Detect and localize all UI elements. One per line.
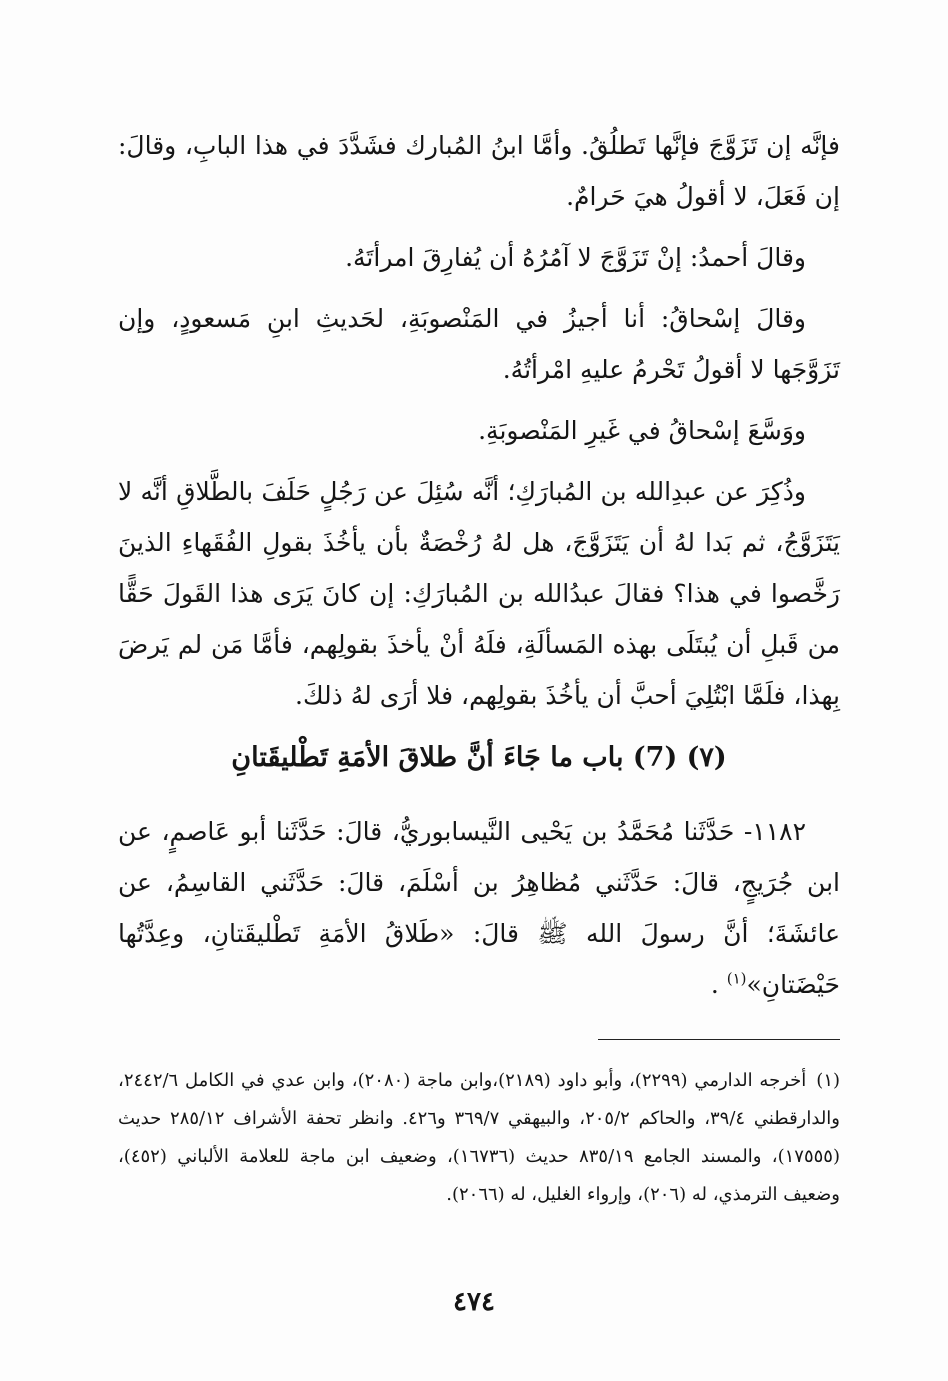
footnote-reference[interactable]: (١): [726, 969, 747, 988]
paragraph-3: وقالَ إسْحاقُ: أنا أجيزُ في المَنْصوبَةِ، لحَديثِ ابنِ مَسعودٍ، وإن تَزَوَّجَها لا أقولُ تَحْرمُ عليهِ امْرأتُهُ.: [118, 304, 840, 384]
chapter-heading: (٧) (7) باب ما جَاءَ أنَّ طلاقَ الأمَةِ تَطْليقَتانِ: [231, 742, 727, 773]
footnote-text: أخرجه الدارمي (٢٢٩٩)، وأبو داود (٢١٨٩)،وابن ماجة (٢٠٨٠)، وابن عدي في الكامل ٢٤٤٢/٦، والدارقطني ٣٩/٤، والحاكم ٢٠٥/٢، والبيهقي ٣٦٩/٧ و٤٢٦. وانظر تحفة الأشراف ٢٨٥/١٢ حديث (١٧٥٥٥)، والمسند الجامع ٨٣٥/١٩ حديث (١٦٧٣٦)، وضعيف ابن ماجة للعلامة الألباني (٤٥٢)، وضعيف الترمذي، له (٢٠٦)، وإرواء الغليل، له (٢٠٦٦).: [118, 1070, 840, 1205]
paragraph-2: وقالَ أحمدُ: إنْ تَزَوَّجَ لا آمُرُهُ أن يُفارِقَ امرأتَهُ.: [345, 243, 806, 272]
page-number: ٤٧٤: [453, 1287, 495, 1317]
footnote-divider: [598, 1039, 840, 1040]
paragraph-4: ووَسَّعَ إسْحاقُ في غَيرِ المَنْصوبَةِ.: [478, 416, 806, 445]
hadith-tail: .: [710, 970, 727, 999]
footnote-1: [118, 1062, 840, 1214]
main-text-block: [118, 120, 840, 731]
paragraph-1: فإنَّه إن تَزَوَّجَ فإنَّها تَطلُقُ. وأمَّا ابنُ المُبارك فشَدَّدَ في هذا البابِ، وقالَ: إن فَعَلَ، لا أقولُ هيَ حَرامٌ.: [118, 131, 840, 211]
hadith-text: ١١٨٢- حَدَّثَنا مُحَمَّدُ بن يَحْيى النَّيسابوريُّ، قالَ: حَدَّثَنا أبو عَاصمٍ، عن ابن جُرَيجٍ، قالَ: حَدَّثَني مُظاهِرُ بن أسْلَمَ، قالَ: حَدَّثَني القاسِمُ، عن عائشَةَ؛ أنَّ رسولَ الله ﷺ قالَ: «طَلاقُ الأمَةِ تَطْليقَتانِ، وعِدَّتُها حَيْضَتانِ»: [118, 817, 840, 999]
hadith-paragraph: [118, 806, 840, 1010]
footnote-number: (١): [816, 1070, 841, 1091]
paragraph-5: وذُكِرَ عن عبدِالله بن المُبارَكِ؛ أنَّه سُئِلَ عن رَجُلٍ حَلَفَ بالطَّلاقِ أنَّه لا يَتَزَوَّجُ، ثم بَدا لهُ أن يَتَزَوَّجَ، هل لهُ رُخْصَةٌ بأن يأخُذَ بقولِ الفُقَهاءِ الذينَ رَخَّصوا في هذا؟ فقالَ عبدُالله بن المُبارَكِ: إن كانَ يَرَى هذا القَولَ حَقًّا من قَبلِ أن يُبتَلَى بهذه المَسألَةِ، فلَهُ أنْ يأخذَ بقولِهم، فأمَّا مَن لم يَرضَ بِهذا، فلَمَّا ابْتُلِيَ أحبَّ أن يأخُذَ بقولِهم، فلا أرَى لهُ ذلكَ.: [118, 477, 840, 710]
